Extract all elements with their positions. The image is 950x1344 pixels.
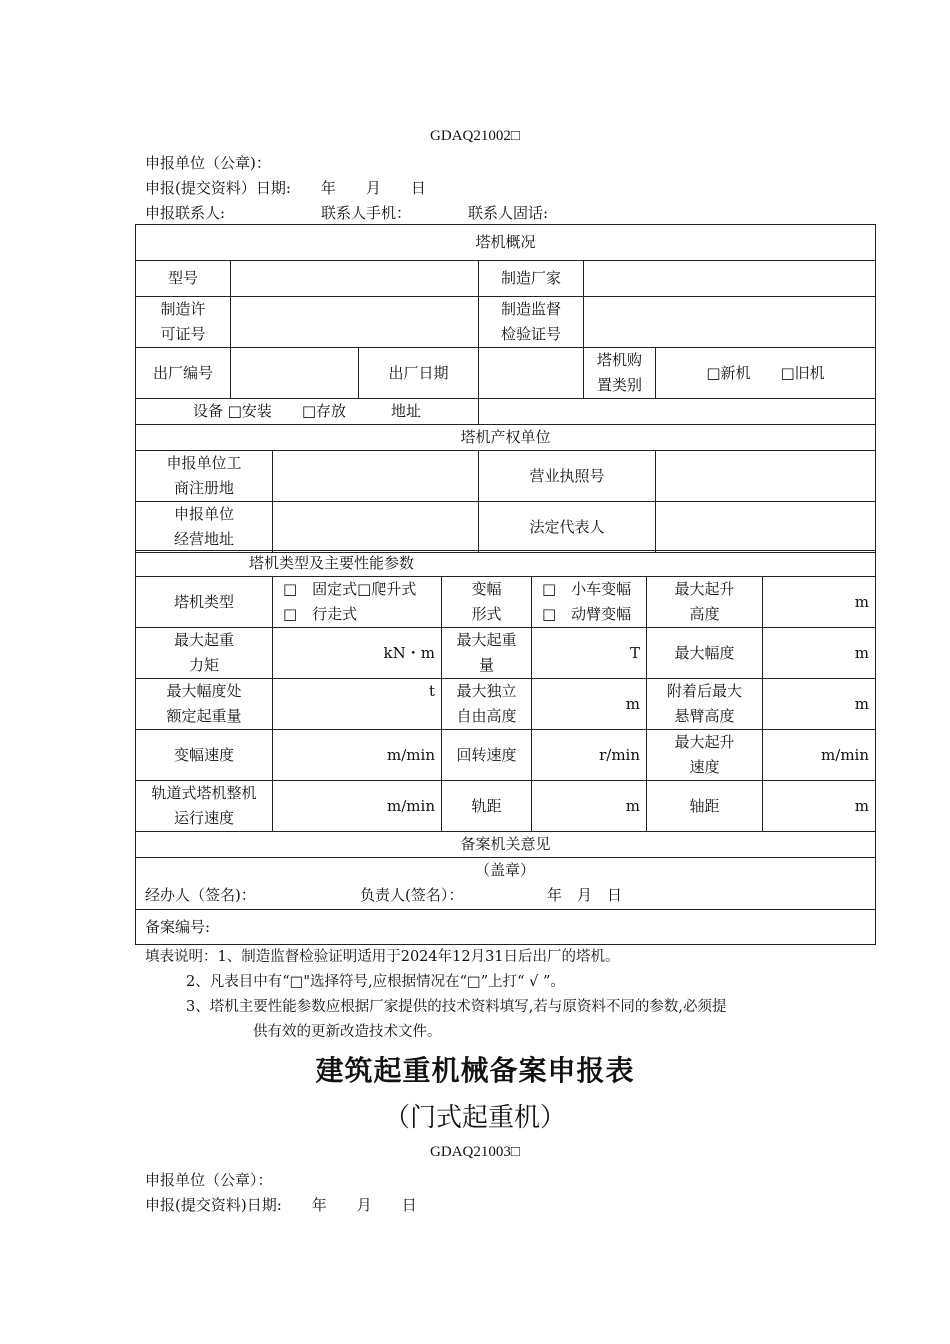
opinion-box[interactable] xyxy=(136,858,876,910)
factory-date-label: 出厂日期 xyxy=(359,348,479,399)
slewing-speed-label: 回转速度 xyxy=(442,730,532,781)
form2-code: GDAQ21003□ xyxy=(430,1144,520,1160)
opinion-date-label: 年 月 日 xyxy=(547,886,623,904)
factory-no-value[interactable] xyxy=(231,348,359,399)
max-radius-unit[interactable]: m xyxy=(763,628,876,679)
luffing-form-label: 变幅 形式 xyxy=(442,577,532,628)
form2-date-label: 申报(提交资料)日期: 年 月 日 xyxy=(145,1196,417,1214)
inspection-no-label: 制造监督 检验证号 xyxy=(479,297,584,348)
max-cantilever-label: 附着后最大 悬臂高度 xyxy=(647,679,763,730)
business-license-value[interactable] xyxy=(656,451,876,502)
travel-speed-unit[interactable]: m/min xyxy=(273,781,442,832)
max-cantilever-unit[interactable]: m xyxy=(763,679,876,730)
handler-label: 经办人（签名)： xyxy=(145,886,256,904)
form2-subtitle: （门式起重机） xyxy=(383,1103,566,1133)
factory-date-value[interactable] xyxy=(479,348,584,399)
license-no-value[interactable] xyxy=(231,297,479,348)
purchase-type-options[interactable]: □新机 □旧机 xyxy=(656,348,876,399)
seal-label: （盖章） xyxy=(474,861,535,879)
note-line-2: 2、凡表目中有“□"选择符号,应根据情况在“□”上打“ √ ”。 xyxy=(186,974,565,990)
section-owner: 塔机产权单位 xyxy=(136,425,876,451)
track-gauge-unit[interactable]: m xyxy=(532,781,647,832)
inspection-no-value[interactable] xyxy=(584,297,876,348)
legal-rep-value[interactable] xyxy=(656,502,876,553)
responsible-label: 负责人(签名）： xyxy=(360,886,464,904)
model-value[interactable] xyxy=(231,261,479,297)
contact-phone-label: 联系人固话: xyxy=(468,204,549,222)
applicant-unit-label: 申报单位（公章)： xyxy=(145,154,271,172)
device-location-label[interactable]: 设备 □安装 □存放 地址 xyxy=(136,399,479,425)
business-license-label: 营业执照号 xyxy=(479,451,656,502)
performance-params-table xyxy=(135,550,876,945)
max-load-unit[interactable]: T xyxy=(532,628,647,679)
max-free-height-label: 最大独立 自由高度 xyxy=(442,679,532,730)
max-lift-height-unit[interactable]: m xyxy=(763,577,876,628)
max-radius-label: 最大幅度 xyxy=(647,628,763,679)
luffing-form-options[interactable]: □ 小车变幅 □ 动臂变幅 xyxy=(532,577,647,628)
license-no-label: 制造许 可证号 xyxy=(136,297,231,348)
rated-load-label: 最大幅度处 额定起重量 xyxy=(136,679,273,730)
section-params: 塔机类型及主要性能参数 xyxy=(136,551,876,577)
note-line-3: 3、塔机主要性能参数应根据厂家提供的技术资料填写,若与原资料不同的参数,必须提 xyxy=(186,999,727,1015)
luffing-speed-label: 变幅速度 xyxy=(136,730,273,781)
luffing-speed-unit[interactable]: m/min xyxy=(273,730,442,781)
form2-applicant-unit-label: 申报单位（公章）： xyxy=(145,1171,273,1189)
op-address-label: 申报单位 经营地址 xyxy=(136,502,273,553)
record-no-label[interactable]: 备案编号: xyxy=(136,910,876,945)
travel-speed-label: 轨道式塔机整机 运行速度 xyxy=(136,781,273,832)
model-label: 型号 xyxy=(136,261,231,297)
contact-mobile-label: 联系人手机： xyxy=(321,204,412,222)
reg-address-value[interactable] xyxy=(273,451,479,502)
note-line-1: 填表说明：1、制造监督检验证明适用于2024年12月31日后出厂的塔机。 xyxy=(145,949,620,965)
section-overview: 塔机概况 xyxy=(136,225,876,261)
lift-speed-label: 最大起升 速度 xyxy=(647,730,763,781)
section-opinion: 备案机关意见 xyxy=(136,832,876,858)
rated-load-unit[interactable]: t xyxy=(273,679,442,730)
wheelbase-label: 轴距 xyxy=(647,781,763,832)
manufacturer-value[interactable] xyxy=(584,261,876,297)
crane-type-options[interactable]: □ 固定式□爬升式 □ 行走式 xyxy=(273,577,442,628)
max-moment-unit[interactable]: kN・m xyxy=(273,628,442,679)
max-load-label: 最大起重 量 xyxy=(442,628,532,679)
crane-type-label: 塔机类型 xyxy=(136,577,273,628)
max-lift-height-label: 最大起升 高度 xyxy=(647,577,763,628)
track-gauge-label: 轨距 xyxy=(442,781,532,832)
max-free-height-unit[interactable]: m xyxy=(532,679,647,730)
lift-speed-unit[interactable]: m/min xyxy=(763,730,876,781)
contact-label: 申报联系人: xyxy=(145,204,226,222)
reg-address-label: 申报单位工 商注册地 xyxy=(136,451,273,502)
wheelbase-unit[interactable]: m xyxy=(763,781,876,832)
tower-crane-form-table xyxy=(135,224,876,553)
purchase-type-label: 塔机购 置类别 xyxy=(584,348,656,399)
op-address-value[interactable] xyxy=(273,502,479,553)
slewing-speed-unit[interactable]: r/min xyxy=(532,730,647,781)
note-line-4: 供有效的更新改造技术文件。 xyxy=(253,1024,442,1040)
legal-rep-label: 法定代表人 xyxy=(479,502,656,553)
form-code: GDAQ21002□ xyxy=(430,128,520,144)
max-moment-label: 最大起重 力矩 xyxy=(136,628,273,679)
form2-title: 建筑起重机械备案申报表 xyxy=(315,1054,635,1087)
device-address-value[interactable] xyxy=(479,399,876,425)
submission-date-label: 申报(提交资料）日期: 年 月 日 xyxy=(145,179,426,197)
factory-no-label: 出厂编号 xyxy=(136,348,231,399)
manufacturer-label: 制造厂家 xyxy=(479,261,584,297)
